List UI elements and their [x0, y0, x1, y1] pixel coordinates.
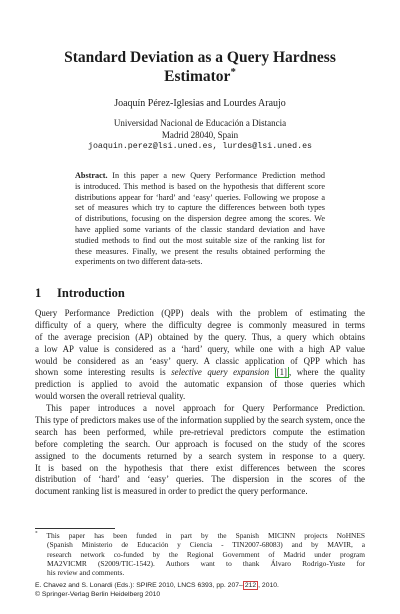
footnote-line-text: This paper has been funded in part by the Spanish MICINN projects NoHNES: [46, 531, 365, 540]
emails: joaquin.perez@lsi.uned.es, lurdes@lsi.uned.es: [87, 142, 313, 151]
section-title: Introduction: [57, 286, 125, 300]
footnote-line: MA2VICMR (S2009/TIC-1542). Authors want to thank Álvaro Rodrigo-Yuste for: [47, 558, 365, 568]
abstract: [75, 171, 325, 268]
body-line-start: shown some interesting results is: [35, 367, 166, 378]
body-line: of the average precision (AP) obtained by the query. Thus, a query which obtains: [35, 331, 365, 342]
body-line: search has been performed, while pre-retrieval predictors compute the estimation: [35, 426, 365, 437]
title-line-2-text: Estimator: [164, 68, 231, 85]
abstract-line: of distributions, focusing on the dispersion degree among the scores. We: [75, 214, 325, 224]
body-line: It is based on the hypothesis that there exist differences between the scores: [35, 462, 365, 473]
emphasis-selective-query-expansion: selective query expansion: [171, 367, 270, 378]
body-line: document ranking list is measured in order to predict the query performance.: [35, 486, 308, 497]
footnote-rule: [35, 528, 115, 529]
body-text: [35, 308, 365, 498]
body-line-end: , where the quality: [288, 367, 365, 378]
abstract-line: have applied some variants of the classic standard deviation and have: [75, 224, 325, 234]
body-line: would be considered as an ‘easy’ query. A classic application of QPP which has: [35, 355, 365, 366]
title-line-1: Standard Deviation as a Query Hardness: [64, 49, 336, 66]
body-line: difficulty of a query, where the difficulty degree is commonly measured in terms: [35, 319, 365, 330]
abstract-label: Abstract.: [75, 171, 108, 180]
body-line: This type of predictors makes use of the information supplied by the search system, once the: [35, 415, 365, 426]
paper-title: [40, 48, 360, 86]
section-number: 1: [35, 286, 42, 300]
citation-info-suffix: , 2010.: [258, 582, 279, 589]
footnote-line: research network co-funded by the Regional Government of Madrid under program: [47, 549, 365, 559]
citation-info-prefix: E. Chavez and S. Lonardi (Eds.): SPIRE 2010, LNCS 6393, pp. 207–: [35, 582, 243, 589]
footnote: [35, 531, 365, 577]
footnote-line: (Spanish Ministerio de Educación y Ciencia - TIN2007-68083) and by MAVIR, a: [47, 540, 365, 550]
body-line: prediction is applied to avoid the automatic expansion of those queries which: [35, 379, 365, 390]
copyright: © Springer-Verlag Berlin Heidelberg 2010: [35, 591, 161, 598]
abstract-line: these measures. Finally, we present the results obtained performing the: [75, 246, 325, 256]
section-heading: [35, 286, 125, 301]
footnote-line: his review and comments.: [47, 568, 125, 578]
institution: Universidad Nacional de Educación a Distancia: [113, 118, 287, 128]
body-line: Query Performance Prediction (QPP) deals with the problem of estimating the: [35, 308, 365, 318]
body-line: a low AP value is considered as a ‘hard’ query, while one with a high AP value: [35, 343, 365, 354]
body-line: distribution of ‘hard’ and ‘easy’ queries. The dispersion in the scores of the: [35, 474, 365, 485]
abstract-line: distributions appear for ‘hard’ and ‘easy’ queries. Following we propose a: [75, 192, 325, 202]
body-line: assigned to the documents returned by a search system in response to a query.: [35, 450, 365, 461]
footnote-line: [35, 531, 365, 540]
citation-info: [35, 581, 365, 590]
abstract-line: set of measures which try to capture the differences between both types: [75, 203, 325, 213]
body-line: before completing the search. Our approach is focused on the study of the scores: [35, 438, 365, 449]
abstract-line: experiments on two different data-sets.: [75, 257, 203, 267]
authors: Joaquín Pérez-Iglesias and Lourdes Araujo: [114, 98, 286, 109]
abstract-line: [75, 171, 325, 182]
body-line: [35, 367, 365, 379]
address: Madrid 28040, Spain: [161, 129, 239, 140]
abstract-line: is introduced. This method is based on the hypothesis that different score: [75, 181, 325, 191]
publication-info: [35, 581, 365, 599]
title-line-2: [40, 67, 360, 86]
page-range-link[interactable]: 212: [244, 582, 257, 589]
affiliation: [40, 118, 360, 153]
body-line: This paper introduces a novel approach for Query Performance Prediction.: [46, 403, 365, 414]
footnote-mark: *: [35, 531, 38, 537]
body-line: would worsen the overall retrieval quality.: [35, 391, 186, 402]
abstract-line: studied methods to find out the most suitable size of the ranking list for: [75, 235, 325, 245]
abstract-line-text: In this paper a new Query Performance Prediction method: [107, 171, 325, 180]
title-footnote-mark: *: [230, 65, 236, 78]
citation-link[interactable]: [1]: [276, 367, 287, 378]
